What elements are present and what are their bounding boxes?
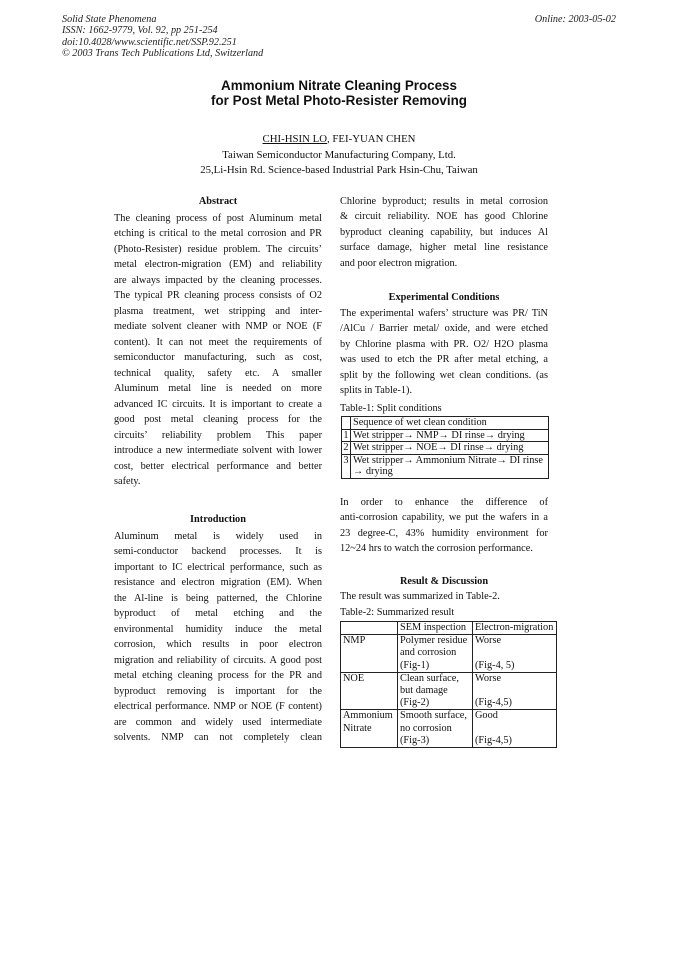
text-line: semiconductor manufacturing, such as cost, xyxy=(114,352,322,364)
text-line: cost, better electrical performance and better xyxy=(114,460,322,472)
cell-line: Wet stripper→ NOE→ DI rinse→ drying xyxy=(353,442,524,454)
cell-line: Nitrate xyxy=(343,722,372,734)
text-line: surface damage, higher metal line resistance xyxy=(340,242,548,254)
table-cell xyxy=(341,672,398,710)
text-line: introduce a new intermediate solvent with lower xyxy=(114,445,322,457)
cell-line: Polymer residue xyxy=(400,635,468,647)
cell-line: no corrosion xyxy=(400,722,452,734)
cell-line: Clean surface, xyxy=(400,672,459,684)
text-line: are common and widely used intermediate xyxy=(114,716,322,728)
doi-line: doi:10.4028/www.scientific.net/SSP.92.251 xyxy=(62,36,237,48)
text-line: (Photo-Resister) residue problem. The circuits’ xyxy=(114,243,322,255)
cell-line xyxy=(475,685,554,697)
text-line: circuits’ reliability problem This paper xyxy=(114,429,322,441)
cell-line: → drying xyxy=(353,466,393,478)
first-author: CHI-HSIN LO xyxy=(262,133,327,145)
table2-caption: Table-2: Summarized result xyxy=(340,607,455,618)
abstract-text xyxy=(114,211,322,489)
table-row xyxy=(341,635,557,673)
issn-line: ISSN: 1662-9779, Vol. 92, pp 251-254 xyxy=(62,25,218,37)
introduction-text xyxy=(114,529,322,746)
experimental-heading: Experimental Conditions xyxy=(388,292,500,303)
cell-line: (Fig-4,5) xyxy=(475,697,512,709)
cell-line: (Fig-4, 5) xyxy=(475,659,515,671)
text-line: advanced IC circuits. It is important to create a xyxy=(114,398,322,410)
text-line: safety. xyxy=(114,475,141,487)
table-cell xyxy=(351,454,549,478)
online-date: Online: 2003-05-02 xyxy=(534,14,616,25)
table-header-cell: SEM inspection xyxy=(398,622,473,635)
table-cell xyxy=(473,710,557,748)
results-intro: The result was summarized in Table-2. xyxy=(340,591,500,602)
summarized-result-table xyxy=(340,621,557,748)
copyright-line: © 2003 Trans Tech Publications Ltd, Switzerland xyxy=(62,48,264,60)
text-line: and poor electron migration. xyxy=(340,257,458,269)
cell-line: Worse xyxy=(475,635,502,647)
text-line: content). It can not meet the requirements of xyxy=(114,336,322,348)
table-cell xyxy=(398,710,473,748)
text-line: environmental humidity induce the metal xyxy=(114,623,322,635)
text-line: the Al-line is being patterned, the Chlorine xyxy=(114,592,322,604)
cell-line: (Fig-4,5) xyxy=(475,734,512,746)
text-line: was used to etch the PR after metal etching, a xyxy=(340,354,548,366)
text-line: byproduct cleaning capability, but induces Al xyxy=(340,226,548,238)
author-names xyxy=(0,132,678,148)
text-line: Aluminum metal is widely used in xyxy=(114,531,322,542)
cell-line: Good xyxy=(475,710,498,722)
table-cell: 1 xyxy=(343,429,349,441)
table-cell xyxy=(473,635,557,673)
affiliation: Taiwan Semiconductor Manufacturing Company, Ltd. xyxy=(222,148,456,161)
text-line: metal etching cleaning process for the PR and xyxy=(114,670,322,682)
table-cell xyxy=(473,672,557,710)
cell-line: NOE xyxy=(343,672,365,684)
table-header-row xyxy=(341,622,557,635)
paper-title xyxy=(0,78,678,108)
text-line: The typical PR cleaning process consists of O2 xyxy=(114,290,322,302)
text-line: migration and reliability of circuits. A good post xyxy=(114,654,322,666)
table-header-cell: Electron-migration xyxy=(473,622,557,635)
text-line: etching is critical to the metal corrosion and PR xyxy=(114,228,322,240)
author-separator: , xyxy=(327,133,330,145)
table-row xyxy=(342,442,549,455)
cell-line: (Fig-3) xyxy=(400,734,430,746)
text-line: byproduct removing is important for the xyxy=(114,685,322,697)
cell-line: Worse xyxy=(475,672,502,684)
cell-line xyxy=(475,723,554,735)
table-cell xyxy=(341,635,398,673)
table-header-row xyxy=(342,417,549,430)
address: 25,Li-Hsin Rd. Science-based Industrial Park Hsin-Chu, Taiwan xyxy=(200,164,478,176)
text-line: are always impacted by the cleaning processes. xyxy=(114,274,322,286)
text-line: important to IC electrical performance, such as xyxy=(114,561,322,573)
text-line: /AlCu / Barrier metal/ oxide, and were etched xyxy=(340,323,548,335)
journal-name: Solid State Phenomena xyxy=(62,14,157,25)
table-row xyxy=(341,710,557,748)
text-line: byproduct of metal etching and the xyxy=(114,608,322,620)
text-line: Aluminum metal line is needed on more xyxy=(114,383,322,395)
table-row xyxy=(342,454,549,478)
text-line: resistance and electron migration (EM). When xyxy=(114,577,322,589)
cell-line: (Fig-2) xyxy=(400,697,430,709)
table-cell xyxy=(341,710,398,748)
text-line: & circuit reliability. NOE has good Chlorine xyxy=(340,211,548,223)
experimental-text xyxy=(340,306,548,399)
text-line: Chlorine byproduct; results in metal corrosion xyxy=(340,196,548,207)
table-cell: 3 xyxy=(342,454,351,478)
table-cell xyxy=(398,672,473,710)
text-line: semi-conductor backend processes. It is xyxy=(114,546,322,558)
text-line: good post metal cleaning process for the xyxy=(114,414,322,426)
text-line: The experimental wafers’ structure was PR/ TiN xyxy=(340,308,548,319)
cell-line: Wet stripper→ NMP→ DI rinse→ drying xyxy=(353,429,525,441)
table-cell: 2 xyxy=(343,442,349,454)
introduction-continued-text xyxy=(340,194,548,271)
text-line: anti-corrosion capability, we put the wafers in a xyxy=(340,512,548,524)
text-line: In order to enhance the difference of xyxy=(340,497,548,508)
table-row xyxy=(342,429,549,442)
table1-caption: Table-1: Split conditions xyxy=(340,403,442,414)
introduction-heading: Introduction xyxy=(190,514,246,525)
table-cell xyxy=(351,429,549,442)
table-cell xyxy=(398,635,473,673)
text-line: split by the following wet clean conditions. (as xyxy=(340,369,548,381)
title-line-2: for Post Metal Photo-Resister Removing xyxy=(211,93,467,108)
table-header-cell: Sequence of wet clean condition xyxy=(351,417,549,430)
cell-line: (Fig-1) xyxy=(400,659,430,671)
cell-line: and corrosion xyxy=(400,647,457,659)
table-row xyxy=(341,672,557,710)
cell-line: Wet stripper→ Ammonium Nitrate→ DI rinse xyxy=(353,454,543,466)
text-line: mediate solvent cleaner with NMP or NOE (F xyxy=(114,321,322,333)
text-line: 12~24 hrs to watch the corrosion performance. xyxy=(340,543,533,555)
title-line-1: Ammonium Nitrate Cleaning Process xyxy=(221,78,457,93)
text-line: plasma treatment, wet stripping and inter- xyxy=(114,305,322,317)
cell-line: Ammonium xyxy=(343,710,393,722)
second-author: FEI-YUAN CHEN xyxy=(329,133,416,145)
text-line: by Chlorine plasma with PR. O2/ H2O plasma xyxy=(340,338,548,350)
table-header-cell xyxy=(341,622,398,635)
humidity-text xyxy=(340,495,548,557)
text-line: solvents. NMP can not completely clean xyxy=(114,732,322,744)
cell-line: Smooth surface, xyxy=(400,710,467,722)
text-line: corrosion, which results in poor electron xyxy=(114,639,322,651)
text-line: 23 degree-C, 43% humidity environment for xyxy=(340,527,548,539)
text-line: electrical performance. NMP or NOE (F content) xyxy=(114,701,322,713)
text-line: splits in Table-1). xyxy=(340,385,413,397)
text-line: The cleaning process of post Aluminum metal xyxy=(114,213,322,224)
split-conditions-table xyxy=(341,416,549,479)
text-line: technical quality, safety etc. A smaller xyxy=(114,367,322,379)
cell-line: NMP xyxy=(343,635,366,647)
table-cell xyxy=(342,417,351,430)
cell-line: but damage xyxy=(400,685,448,697)
text-line: metal electron-migration (EM) and reliability xyxy=(114,259,322,271)
journal-citation-block xyxy=(62,14,392,60)
abstract-heading: Abstract xyxy=(198,196,238,207)
results-heading: Result & Discussion xyxy=(399,576,489,587)
cell-line xyxy=(475,647,554,659)
author-block xyxy=(0,132,678,179)
table-cell xyxy=(351,442,549,455)
